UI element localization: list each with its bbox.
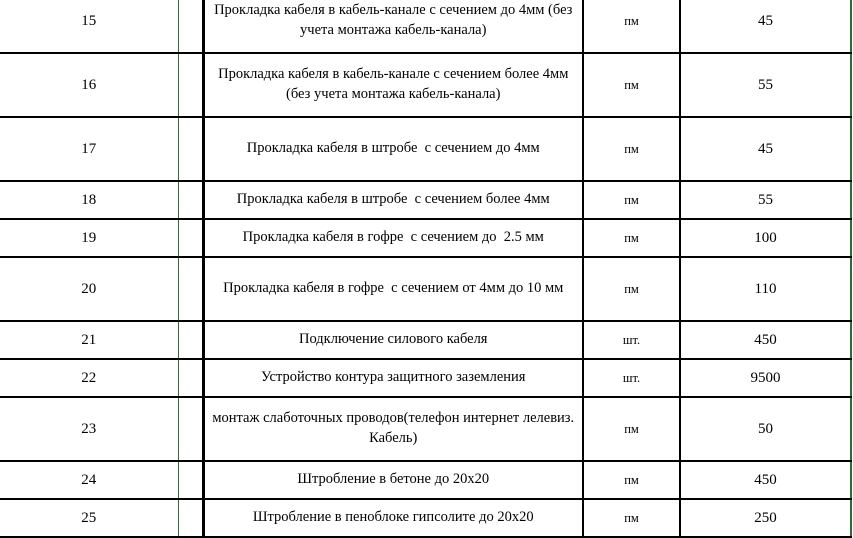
unit-cell: шт. xyxy=(583,321,680,359)
spacer-cell xyxy=(178,499,203,537)
row-number-cell: 22 xyxy=(0,359,178,397)
price-cell: 55 xyxy=(680,181,851,219)
price-cell: 50 xyxy=(680,397,851,461)
unit-cell: пм xyxy=(583,461,680,499)
table-row xyxy=(0,321,851,359)
work-description-cell: Прокладка кабеля в штробе с сечением до 4мм xyxy=(203,117,583,181)
price-cell: 250 xyxy=(680,499,851,537)
spacer-cell xyxy=(178,397,203,461)
unit-cell: пм xyxy=(583,397,680,461)
unit-cell: пм xyxy=(583,181,680,219)
row-number-cell: 16 xyxy=(0,53,178,117)
unit-cell: пм xyxy=(583,117,680,181)
work-description-cell: Подключение силового кабеля xyxy=(203,321,583,359)
table-row xyxy=(0,257,851,321)
work-description-cell: Штробление в пеноблоке гипсолите до 20х20 xyxy=(203,499,583,537)
row-number-cell: 24 xyxy=(0,461,178,499)
row-number-cell: 15 xyxy=(0,0,178,53)
row-number-cell: 21 xyxy=(0,321,178,359)
unit-cell: пм xyxy=(583,257,680,321)
work-description-cell: Прокладка кабеля в кабель-канале с сечением более 4мм (без учета монтажа кабель-канала) xyxy=(203,53,583,117)
table-row xyxy=(0,181,851,219)
unit-cell: пм xyxy=(583,219,680,257)
work-description-cell: Устройство контура защитного заземления xyxy=(203,359,583,397)
table-row xyxy=(0,397,851,461)
table-row xyxy=(0,219,851,257)
work-description-cell: Прокладка кабеля в гофре с сечением до 2.5 мм xyxy=(203,219,583,257)
price-cell: 45 xyxy=(680,117,851,181)
unit-cell: пм xyxy=(583,0,680,53)
spacer-cell xyxy=(178,359,203,397)
row-number-cell: 23 xyxy=(0,397,178,461)
row-number-cell: 17 xyxy=(0,117,178,181)
price-cell: 55 xyxy=(680,53,851,117)
unit-cell: шт. xyxy=(583,359,680,397)
price-cell: 45 xyxy=(680,0,851,53)
work-description-cell: Прокладка кабеля в штробе с сечением более 4мм xyxy=(203,181,583,219)
work-description-cell: монтаж слаботочных проводов(телефон интернет лелевиз. Кабель) xyxy=(203,397,583,461)
price-cell: 100 xyxy=(680,219,851,257)
price-cell: 110 xyxy=(680,257,851,321)
spacer-cell xyxy=(178,219,203,257)
row-number-cell: 20 xyxy=(0,257,178,321)
price-cell: 450 xyxy=(680,321,851,359)
spacer-cell xyxy=(178,117,203,181)
table-row xyxy=(0,0,851,53)
spacer-cell xyxy=(178,321,203,359)
table-row xyxy=(0,53,851,117)
unit-cell: пм xyxy=(583,53,680,117)
work-description-cell: Прокладка кабеля в гофре с сечением от 4мм до 10 мм xyxy=(203,257,583,321)
spacer-cell xyxy=(178,0,203,53)
spacer-cell xyxy=(178,53,203,117)
work-description-cell: Штробление в бетоне до 20х20 xyxy=(203,461,583,499)
price-cell: 450 xyxy=(680,461,851,499)
spacer-cell xyxy=(178,461,203,499)
spacer-cell xyxy=(178,257,203,321)
row-number-cell: 18 xyxy=(0,181,178,219)
unit-cell: пм xyxy=(583,499,680,537)
spacer-cell xyxy=(178,181,203,219)
work-description-cell: Прокладка кабеля в кабель-канале с сечением до 4мм (без учета монтажа кабель-канала) xyxy=(203,0,583,53)
table-row xyxy=(0,117,851,181)
price-cell: 9500 xyxy=(680,359,851,397)
table-row xyxy=(0,359,851,397)
table-row xyxy=(0,499,851,537)
table-row xyxy=(0,461,851,499)
row-number-cell: 25 xyxy=(0,499,178,537)
row-number-cell: 19 xyxy=(0,219,178,257)
